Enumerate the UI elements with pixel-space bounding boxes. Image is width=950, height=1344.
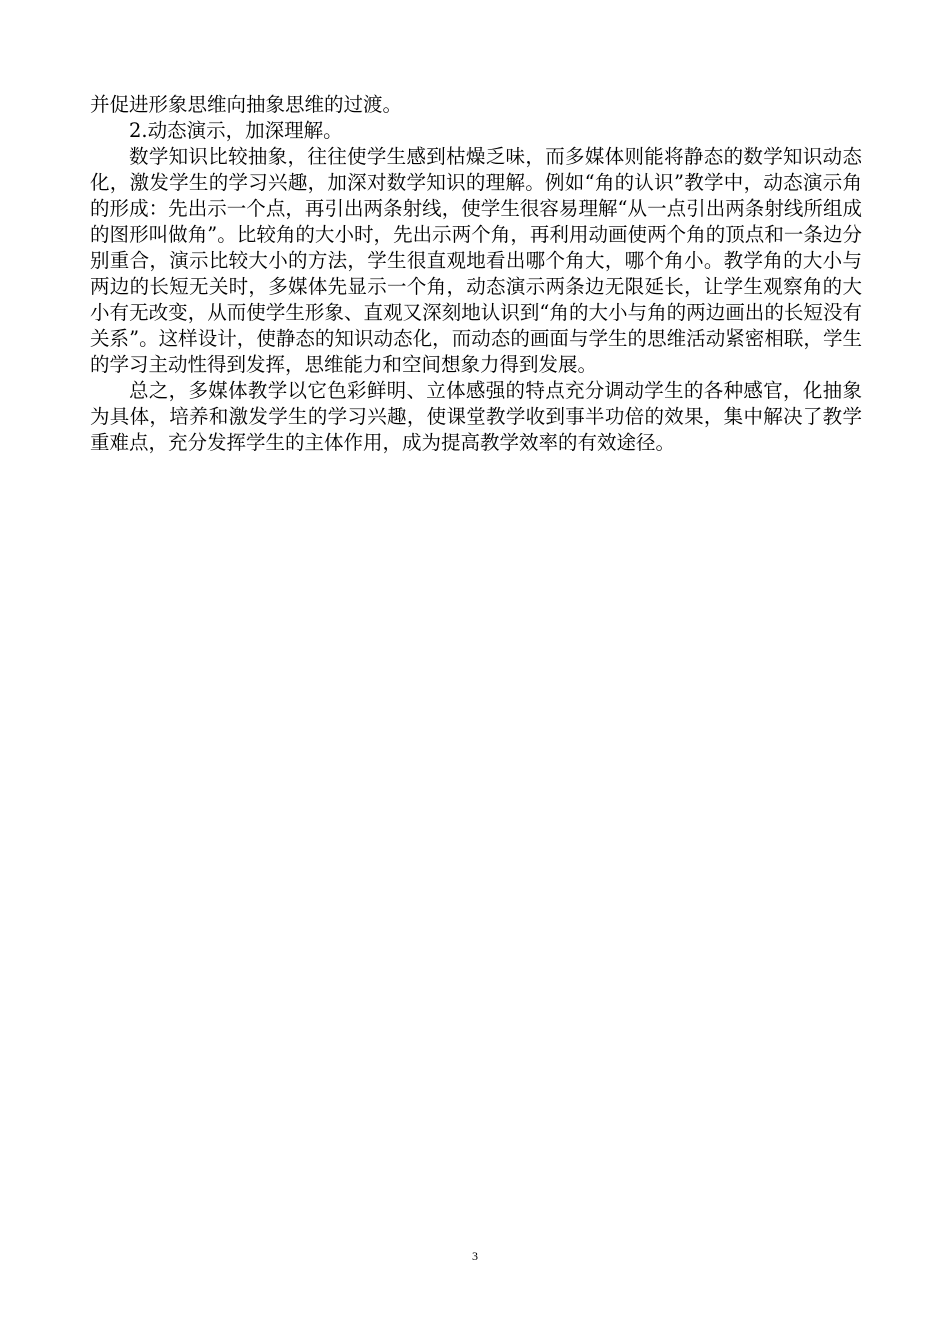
section-heading-dynamic-demo: 2.动态演示，加深理解。 (129, 119, 343, 142)
paragraph-conclusion: 总之，多媒体教学以它色彩鲜明、立体感强的特点充分调动学生的各种感官，化抽象为具体，培养和激发学生的学习兴趣，使课堂教学收到事半功倍的效果，集中解决了教学重难点，充分发挥学生的主体作用，成为提高教学效率的有效途径。 (90, 379, 862, 454)
page-number: 3 (472, 1249, 478, 1263)
paragraph-continuation: 并促进形象思维向抽象思维的过渡。 (90, 93, 403, 116)
page-body (90, 92, 862, 456)
paragraph-dynamic-demo: 数学知识比较抽象，往往使学生感到枯燥乏味，而多媒体则能将静态的数学知识动态化，激发学生的学习兴趣，加深对数学知识的理解。例如“角的认识”教学中，动态演示角的形成：先出示一个点，再引出两条射线，使学生很容易理解“从一点引出两条射线所组成的图形叫做角”。比较角的大小时，先出示两个角，再利用动画使两个角的顶点和一条边分别重合，演示比较大小的方法，学生很直观地看出哪个角大，哪个角小。教学角的大小与两边的长短无关时，多媒体先显示一个角，动态演示两条边无限延长，让学生观察角的大小有无改变，从而使学生形象、直观又深刻地认识到“角的大小与角的两边画出的长短没有关系”。这样设计，使静态的知识动态化，而动态的画面与学生的思维活动紧密相联，学生的学习主动性得到发挥，思维能力和空间想象力得到发展。 (90, 145, 862, 376)
